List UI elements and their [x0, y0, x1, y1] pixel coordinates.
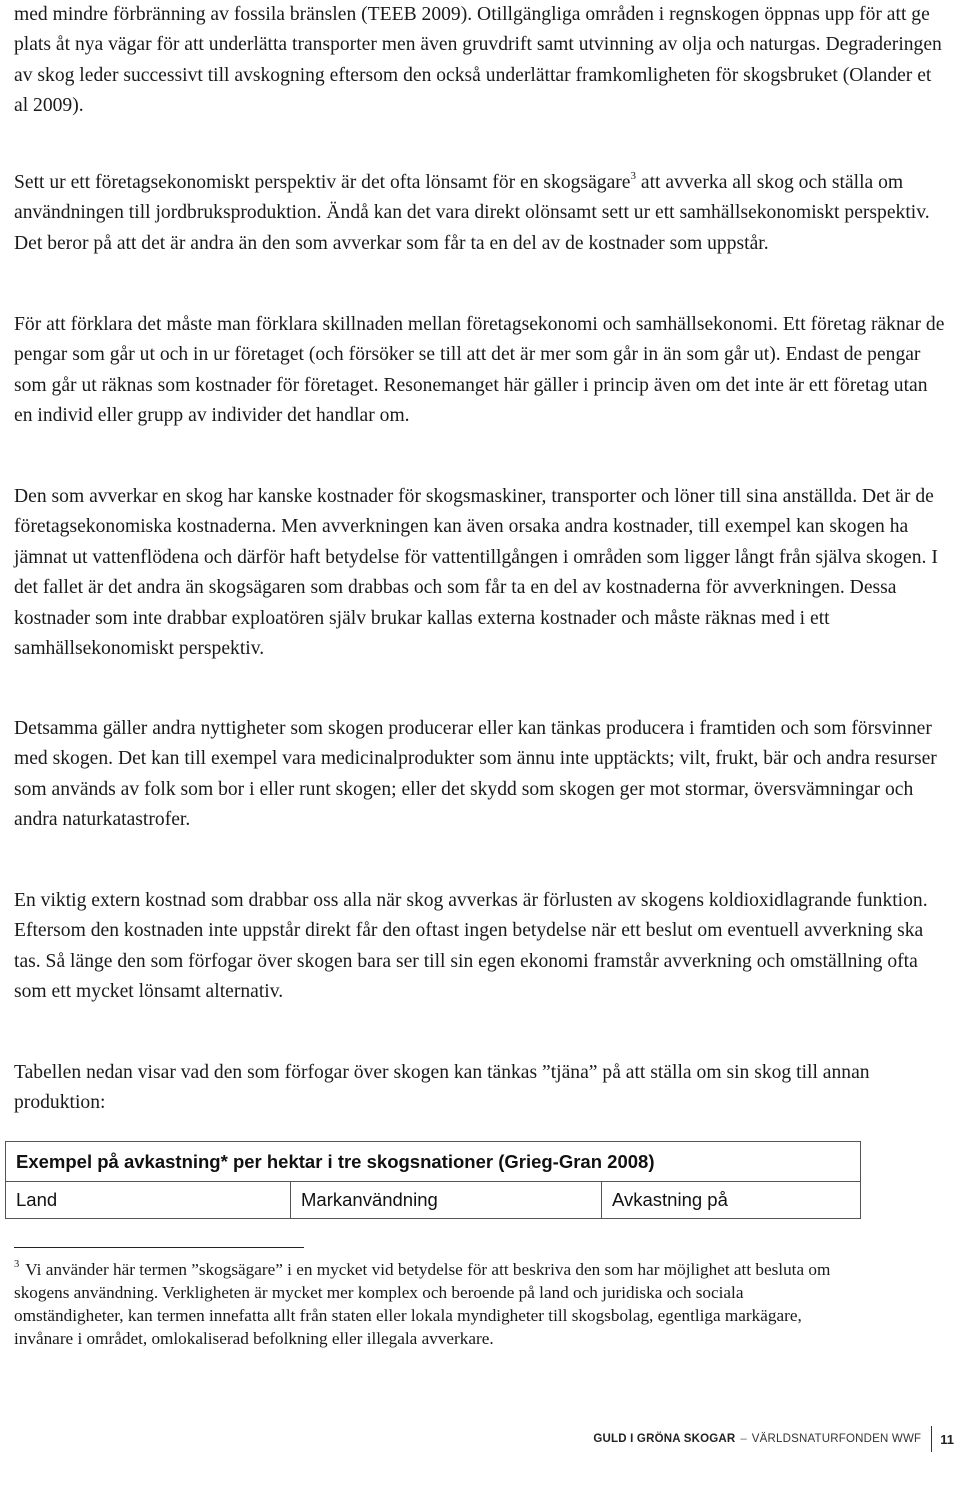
footer-separator: – — [740, 1433, 747, 1445]
paragraph-text: att avverka all skog och ställa om användningen till jordbruksproduktion. Ändå kan det vara direkt olönsamt sett ur ett samhällsekonomiskt perspektiv. Det beror på att det är andra än den som avverkar som får ta en del av de kostnader som uppstår. — [14, 172, 930, 254]
table-caption-row — [6, 1142, 861, 1182]
column-header-land: Land — [6, 1182, 291, 1219]
paragraph-text: Sett ur ett företagsekonomiskt perspektiv är det ofta lönsamt för en skogsägare — [14, 172, 631, 193]
footnote — [14, 1258, 854, 1350]
paragraph: Den som avverkar en skog har kanske kostnader för skogsmaskiner, transporter och löner till sina anställda. Det är de företagsekonomiska kostnaderna. Men avverkningen kan även orsaka andra kostnader, till exempel kan skogen ha jämnat ut vattenflödena och därför haft betydelse för vattentillgången i områden som ligger långt från själva skogen. I det fallet är det andra än skogsägaren som drabbas och som får ta en del av kostnaderna för avverkningen. Dessa kostnader som inte drabbar exploatören själv brukar kallas externa kostnader och måste räknas med i ett samhällsekonomiskt perspektiv. — [14, 486, 938, 660]
organization-name: VÄRLDSNATURFONDEN WWF — [751, 1433, 922, 1445]
column-header-yield: Avkastning på — [602, 1182, 861, 1219]
page-number: 11 — [940, 1431, 954, 1447]
yield-table — [5, 1141, 861, 1219]
footnote-reference[interactable]: 3 — [630, 170, 636, 183]
publication-title: GULD I GRÖNA SKOGAR — [593, 1433, 736, 1445]
column-header-land-use: Markanvändning — [291, 1182, 602, 1219]
footnote-number: 3 — [14, 1259, 20, 1271]
paragraph — [14, 168, 950, 259]
table-caption: Exempel på avkastning* per hektar i tre skogsnationer (Grieg-Gran 2008) — [6, 1142, 861, 1182]
paragraph: För att förklara det måste man förklara skillnaden mellan företagsekonomi och samhällsekonomi. Ett företag räknar de pengar som går ut och in ur företaget (och försöker se till att det är mer som går in än som går ut). Endast de pengar som går ut räknas som kostnader för företaget. Resonemanget här gäller i princip även om det inte är ett företag utan en individ eller grupp av individer det handlar om. — [14, 314, 945, 427]
page-footer — [593, 1425, 954, 1453]
table-header-row — [6, 1182, 861, 1219]
footnote-text: Vi använder här termen ”skogsägare” i en mycket vid betydelse för att beskriva den som har möjlighet att besluta om skogens användning. Verkligheten är mycket mer komplex och beroende på land och juridiska och sociala omständigheter, kan termen innefatta allt från staten eller lokala myndigheter till skogsbolag, egentliga markägare, invånare i området, omlokaliserad befolkning eller illegala avverkare. — [14, 1260, 831, 1348]
paragraph: Detsamma gäller andra nyttigheter som skogen producerar eller kan tänkas producera i framtiden och som försvinner med skogen. Det kan till exempel vara medicinalprodukter som ännu inte upptäckts; vilt, frukt, bär och andra resurser som används av folk som bor i eller runt skogen; eller det skydd som skogen ger mot stormar, översvämningar och andra naturkatastrofer. — [14, 718, 937, 831]
paragraph: En viktig extern kostnad som drabbar oss alla när skog avverkas är förlusten av skogens koldioxidlagrande funktion. Eftersom den kostnaden inte uppstår direkt får den oftast ingen betydelse när ett beslut om eventuell avverkning ska tas. Så länge den som förfogar över skogen bara ser till sin egen ekonomi framstår avverkning och omställning ofta som ett mycket lönsamt alternativ. — [14, 890, 928, 1003]
paragraph: Tabellen nedan visar vad den som förfogar över skogen kan tänkas ”tjäna” på att ställa om sin skog till annan produktion: — [14, 1062, 870, 1114]
footnote-divider — [14, 1247, 304, 1248]
paragraph: med mindre förbränning av fossila bränslen (TEEB 2009). Otillgängliga områden i regnskogen öppnas upp för att ge plats åt nya vägar för att underlätta transporter men även gruvdrift samt utvinning av olja och naturgas. Degraderingen av skog leder successivt till avskogning eftersom den också underlättar framkomligheten för skogsbruket (Olander et al 2009). — [14, 4, 942, 117]
footer-divider — [931, 1426, 932, 1452]
